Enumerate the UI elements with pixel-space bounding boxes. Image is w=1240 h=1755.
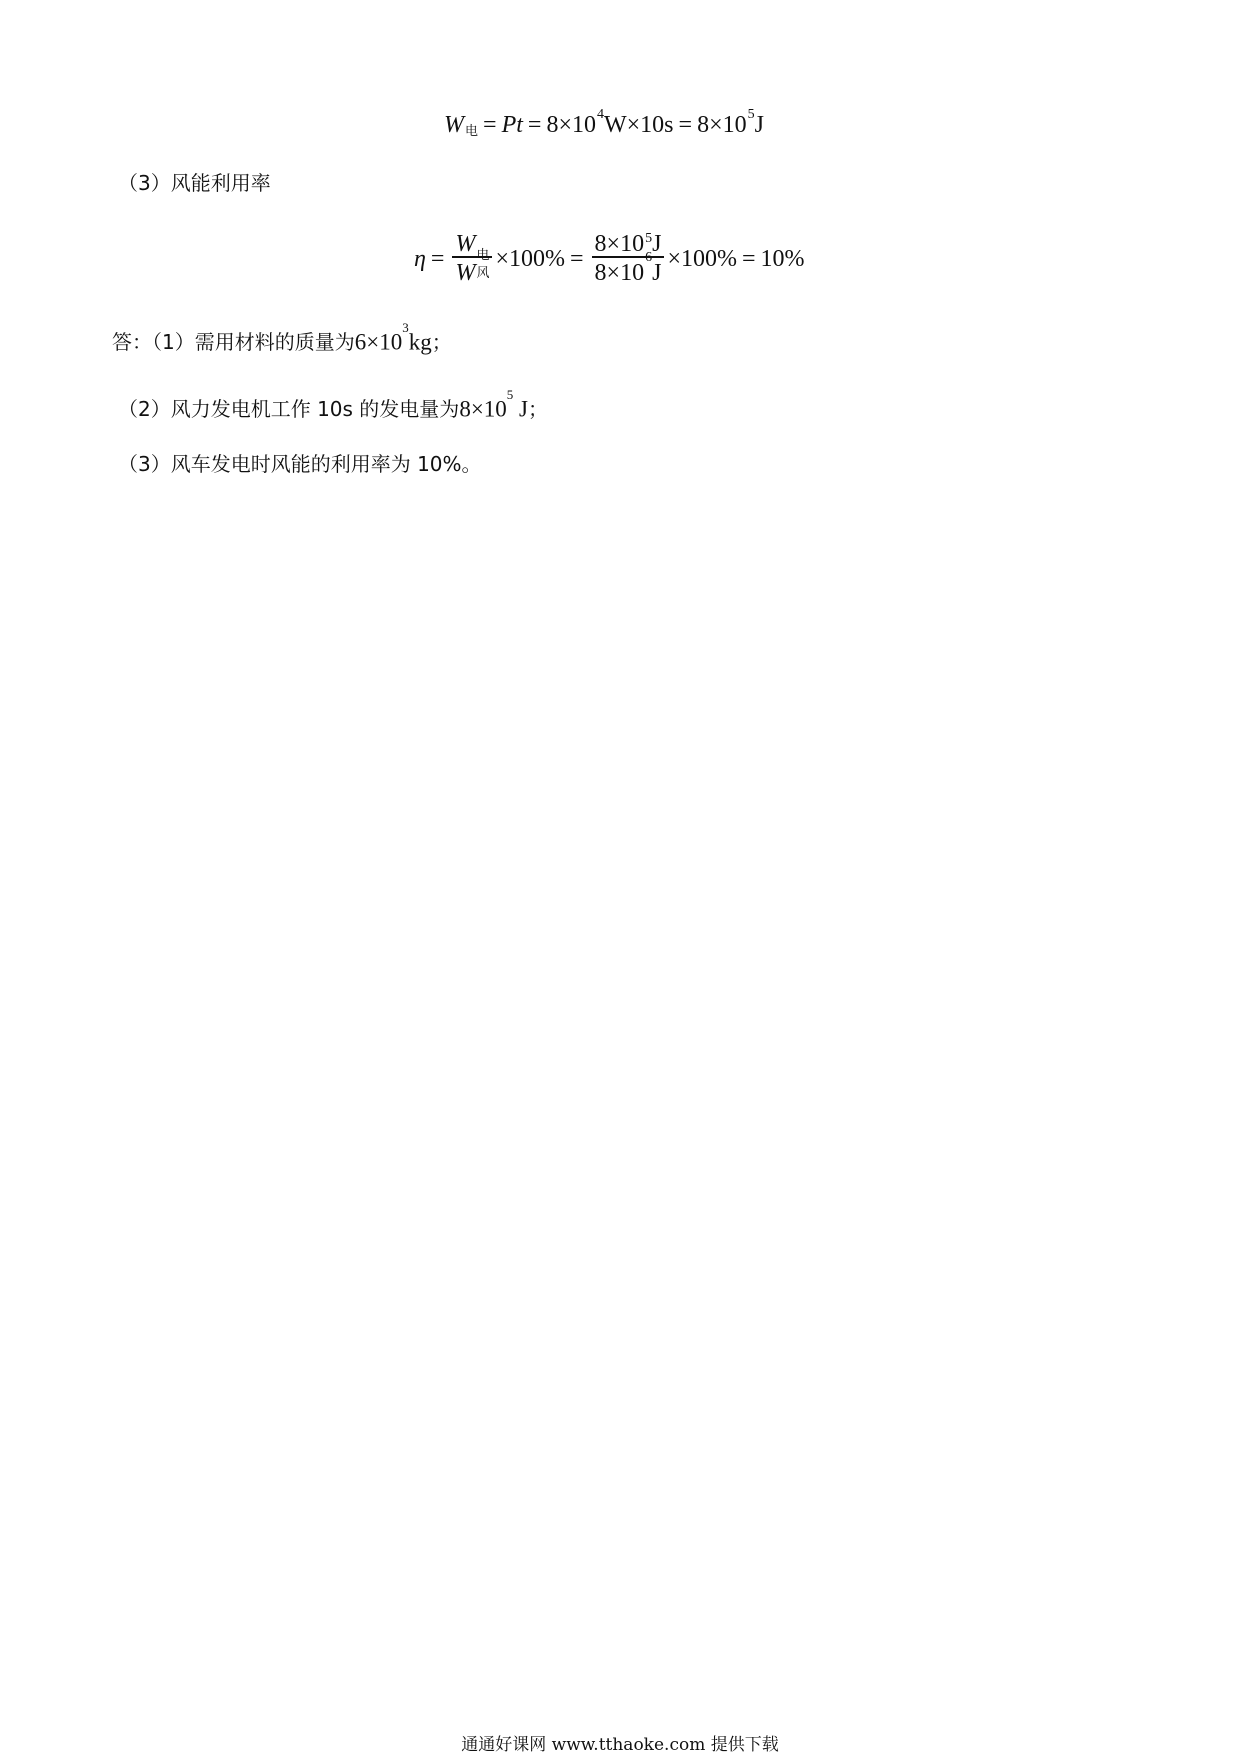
answer-2-text: （2）风力发电机工作 10s 的发电量为 — [118, 396, 460, 421]
value-ratio-fraction — [592, 226, 665, 291]
work-unit: J — [754, 112, 764, 138]
answer-2 — [118, 387, 548, 422]
work-result-exponent: 5 — [747, 107, 755, 122]
answer-1-end: ； — [431, 329, 452, 354]
energy-ratio-fraction — [452, 226, 492, 291]
equals-sign: = — [483, 112, 497, 138]
equals-sign: = — [430, 245, 445, 272]
numerator-subscript: 电 — [476, 248, 490, 263]
answer-2-end: ； — [528, 396, 548, 421]
answer-1-unit: kg — [408, 329, 432, 355]
section-3-label: （3）风能利用率 — [118, 171, 271, 195]
efficiency-result: 10% — [760, 245, 805, 272]
equals-sign: = — [678, 112, 693, 138]
time-part: W×10s — [603, 112, 674, 138]
power-exponent: 4 — [596, 107, 604, 122]
work-equation — [444, 107, 764, 139]
numerator-base: 8×10 — [594, 231, 645, 257]
denominator-exponent: 6 — [645, 250, 653, 265]
denominator-base: 8×10 — [594, 260, 645, 286]
answer-2-base: 8×10 — [459, 396, 507, 422]
answer-2-exponent: 5 — [506, 387, 514, 402]
answer-3: （3）风车发电时风能的利用率为 10%。 — [118, 452, 482, 476]
equals-sign: = — [570, 245, 584, 272]
numerator-unit: J — [652, 231, 662, 257]
denominator-unit: J — [652, 260, 662, 286]
numerator-symbol: W — [455, 231, 476, 257]
power-time-expr: Pt — [501, 112, 523, 138]
answer-1-text: 答：（1）需用材料的质量为 — [112, 329, 355, 354]
numerator-exponent: 5 — [645, 231, 653, 246]
times-100-percent: ×100% — [667, 245, 737, 272]
eta-symbol: η — [414, 245, 426, 272]
times-100-percent: ×100% — [495, 245, 565, 272]
page-footer: 通通好课网 www.tthaoke.com 提供下载 — [461, 1735, 779, 1755]
power-base: 8×10 — [546, 112, 596, 138]
equals-sign: = — [527, 112, 542, 138]
answer-2-unit: J — [513, 396, 528, 422]
work-symbol: W — [444, 112, 464, 138]
answer-1-exponent: 3 — [402, 320, 409, 335]
equals-sign: = — [741, 245, 756, 272]
denominator-subscript: 风 — [476, 266, 490, 281]
answer-1 — [112, 320, 452, 355]
efficiency-equation — [414, 226, 805, 291]
work-result-base: 8×10 — [697, 112, 747, 138]
denominator-symbol: W — [455, 260, 476, 286]
answer-1-base: 6×10 — [354, 329, 403, 355]
work-subscript: 电 — [465, 123, 479, 139]
